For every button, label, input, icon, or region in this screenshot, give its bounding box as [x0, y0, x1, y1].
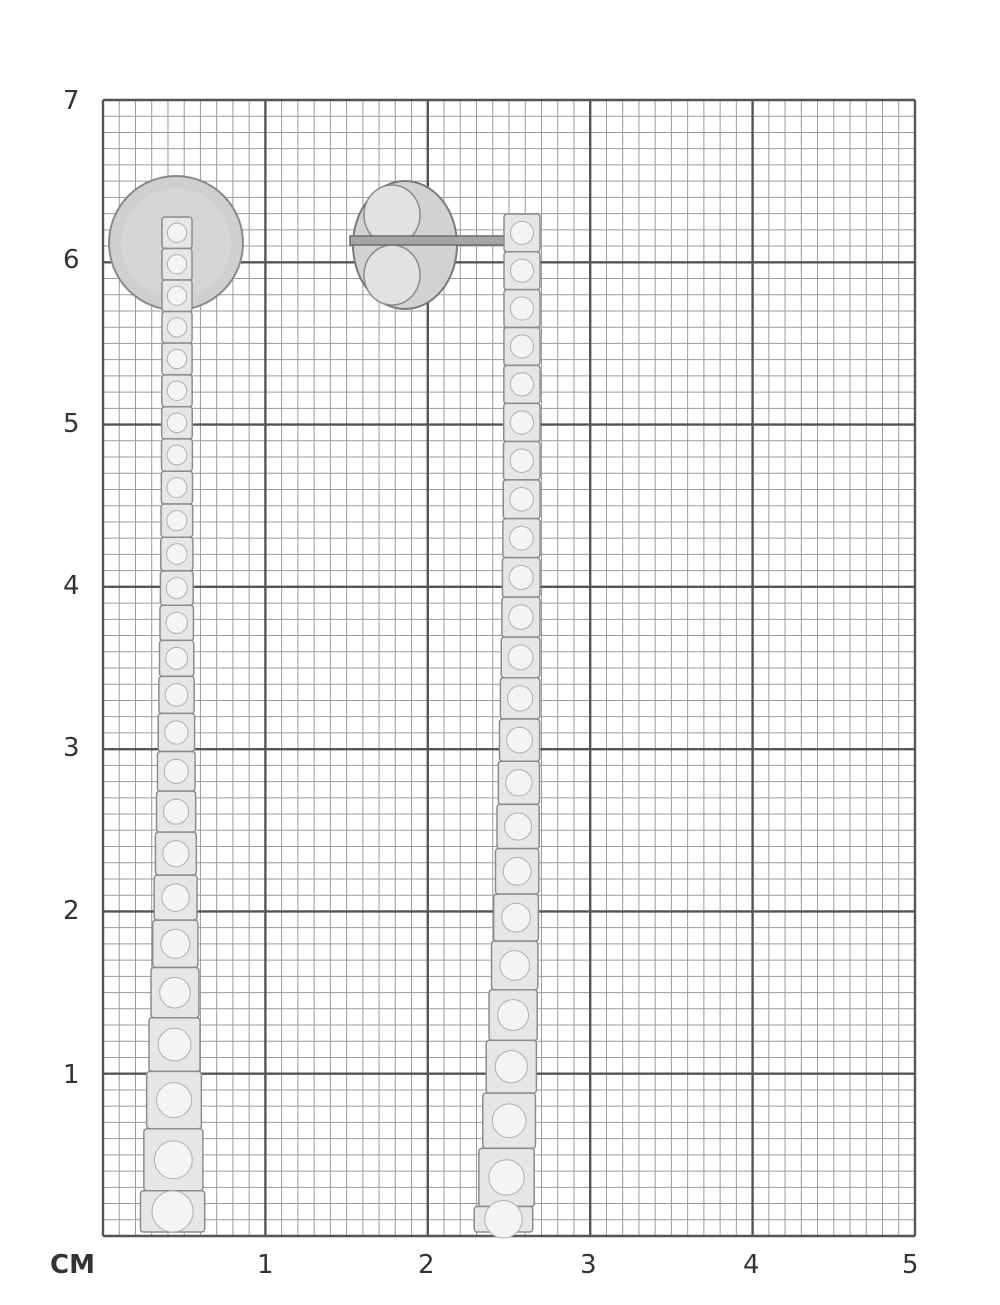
left-earring-stone-facet	[157, 1083, 192, 1118]
right-earring-stone-facet	[508, 645, 533, 670]
left-earring-stone-facet	[167, 255, 186, 274]
right-earring-stone-facet	[492, 1104, 526, 1138]
right-earring-stone-facet	[506, 770, 532, 796]
right-earring-stone-facet	[509, 605, 533, 629]
right-earring-butterfly-back	[350, 181, 510, 309]
right-earring-stone-facet	[489, 1160, 524, 1195]
right-earring-stone-facet	[510, 487, 534, 511]
left-earring-stone-facet	[162, 884, 189, 911]
right-earring	[350, 181, 540, 1238]
right-earring-stone-facet	[502, 903, 531, 932]
x-tick-label: 5	[902, 1250, 919, 1280]
left-earring-stone-facet	[164, 759, 188, 783]
left-earring-stone-facet	[166, 612, 187, 633]
right-earring-stone-facet	[510, 297, 533, 320]
left-earring-stone-facet	[160, 977, 191, 1008]
right-earring-stone-facet	[510, 335, 533, 358]
unit-label: CM	[50, 1250, 95, 1280]
left-earring-stone-facet	[167, 381, 186, 400]
right-earring-stone-facet	[510, 373, 533, 396]
y-tick-label: 1	[63, 1060, 80, 1090]
right-earring-stone-facet	[503, 857, 531, 885]
left-earring-stone-facet	[158, 1028, 191, 1061]
right-earring-stone-facet	[510, 259, 533, 282]
right-earring-stone-facet	[485, 1201, 522, 1238]
left-earring-stone-facet	[154, 1141, 192, 1179]
left-earring-stone-facet	[161, 929, 190, 958]
left-earring-stone-facet	[165, 684, 188, 707]
left-earring-stone-facet	[163, 841, 189, 867]
right-earring-stone-facet	[509, 565, 533, 589]
left-earring-stone-facet	[166, 647, 188, 669]
left-earring-stone-facet	[166, 578, 187, 599]
y-tick-label: 4	[63, 571, 80, 601]
left-earring-stone-facet	[152, 1191, 193, 1232]
left-earring-stone-facet	[167, 223, 186, 242]
left-earring-stone-facet	[167, 318, 186, 337]
left-earring-stone-facet	[167, 349, 186, 368]
left-earring-stone-chain	[140, 217, 204, 1232]
x-tick-label: 3	[580, 1250, 597, 1280]
right-earring-stone-facet	[500, 951, 530, 981]
left-earring-stone-facet	[167, 445, 187, 465]
left-earring-stone-facet	[167, 413, 187, 433]
y-tick-label: 6	[63, 245, 80, 275]
left-earring-stone-facet	[167, 286, 186, 305]
right-earring-stone-chain	[474, 214, 540, 1238]
right-earring-stone-facet	[498, 1000, 529, 1031]
x-tick-label: 4	[743, 1250, 760, 1280]
right-earring-stone-facet	[510, 449, 533, 472]
right-earring-stone-facet	[505, 813, 532, 840]
right-earring-stone-facet	[510, 526, 534, 550]
right-earring-stone-facet	[508, 686, 533, 711]
right-earring-stone-facet	[507, 727, 533, 753]
y-tick-label: 5	[63, 409, 80, 439]
x-tick-label: 1	[257, 1250, 274, 1280]
right-earring-stone-facet	[510, 221, 533, 244]
left-earring-stone-facet	[167, 544, 188, 565]
right-earring-stone-facet	[495, 1051, 527, 1083]
left-earring-stone-facet	[164, 799, 189, 824]
x-tick-label: 2	[418, 1250, 435, 1280]
right-earring-stone-facet	[510, 411, 533, 434]
y-tick-label: 3	[63, 733, 80, 763]
left-earring-stone-facet	[167, 478, 187, 498]
left-earring-stone-facet	[165, 721, 188, 744]
y-tick-label: 2	[63, 896, 80, 926]
left-earring-stone-facet	[167, 510, 187, 530]
y-tick-label: 7	[63, 86, 80, 116]
